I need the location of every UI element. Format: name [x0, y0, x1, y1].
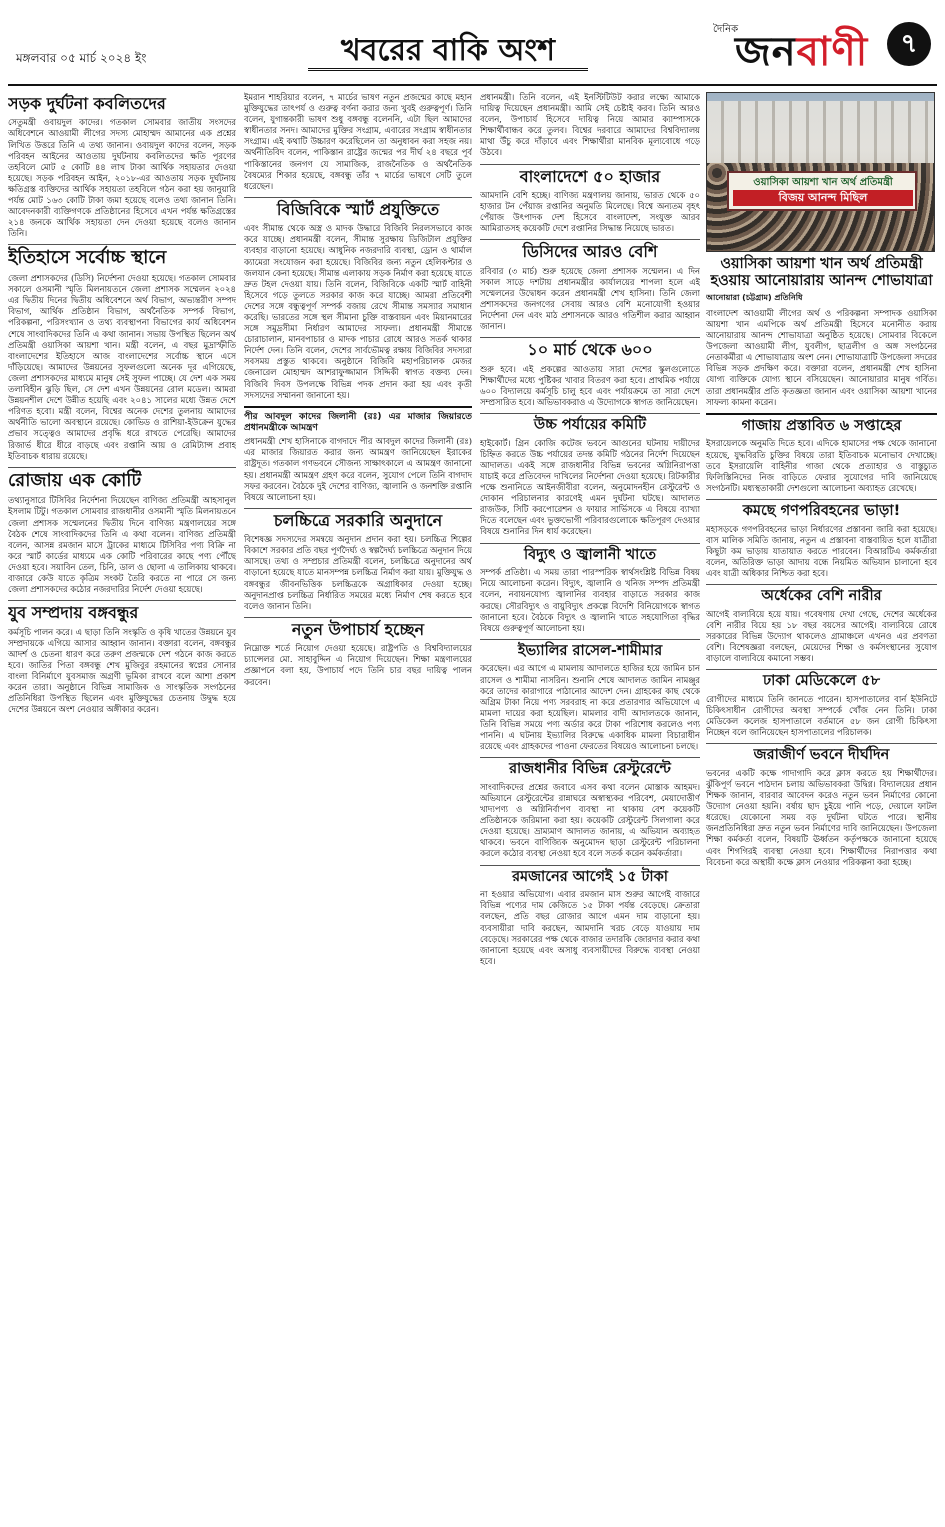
divider	[480, 413, 700, 414]
headline: বিদ্যুৎ ও জ্বালানী খাতে	[523, 546, 657, 563]
story-onion-50000	[480, 168, 700, 235]
story-body: কর্মসূচি পালন করে। এ ছাড়া তিনি সংস্কৃতি ও কৃষি খাতের উন্নয়নে যুব সম্প্রদায়কে এগিয়ে আসার আহ্বান জানান। বক্তারা বলেন, বঙ্গবন্ধুর আদর্শ ও চেতনা ধারণ করে তরুণ প্রজন্মকে দেশ গঠনে কাজ করতে হবে। জাতির পিতা বঙ্গবন্ধু শেখ মুজিবুর রহমানের স্বপ্নের সোনার বাংলা বিনির্মাণে যুবসমাজ অগ্রণী ভূমিকা রাখবে বলে আশা প্রকাশ করেন তারা। অনুষ্ঠানে বিভিন্ন সামাজিক ও সাংস্কৃতিক সংগঠনের প্রতিনিধিরা উপস্থিত ছিলেন এবং মুক্তিযুদ্ধের চেতনায় উদ্বুদ্ধ হয়ে দেশের উন্নয়নে অংশ নেওয়ার অঙ্গীকার করেন।	[8, 626, 236, 715]
story-body: করেছেন। এর আগে এ মামলায় আদালতে হাজির হয়ে জামিন চান রাসেল ও শামীমা নাসরিন। শুনানি শেষে আদালত জামিন নামঞ্জুর করে তাদের কারাগারে পাঠানোর আদেশ দেন। গ্রাহকের কাছ থেকে অগ্রিম টাকা নিয়ে পণ্য সরবরাহ না করে প্রতারণার অভিযোগে এ মামলা দায়ের করা হয়েছিল। মামলার বাদী আদালতকে জানান, তিনি বিভিন্ন সময়ে পণ্য অর্ডার করে টাকা পরিশোধ করলেও পণ্য পাননি। এ ঘটনায় ইভ্যালির বিরুদ্ধে একাধিক মামলা বিচারাধীন রয়েছে এবং গ্রাহকদের পাওনা ফেরতের বিষয়েও আলোচনা চলছে।	[480, 663, 700, 752]
story-body: হাইকোর্ট। গ্রিন কোজি কটেজ ভবনে আগুনের ঘটনায় দায়ীদের চিহ্নিত করতে উচ্চ পর্যায়ের তদন্ত কমিটি গঠনের নির্দেশ দিয়েছেন আদালত। একই সঙ্গে রাজধানীর বিভিন্ন ভবনের অগ্নিনিরাপত্তা যাচাই করে প্রতিবেদন দাখিলের নির্দেশনা দেওয়া হয়েছে। রিটকারীর পক্ষে শুনানিতে আইনজীবীরা বলেন, অনুমোদনহীন রেস্টুরেন্ট ও দোকান পরিচালনার কারণেই এমন দুর্ঘটনা ঘটছে। আদালত রাজউক, সিটি করপোরেশন ও ফায়ার সার্ভিসকে এ বিষয়ে ব্যাখ্যা দিতে বলেছেন এবং ভুক্তভোগী পরিবারগুলোকে ক্ষতিপূরণ দেওয়ার বিষয়ে শুনানির দিন ধার্য করেছেন।	[480, 437, 700, 537]
story-ramadan-one-crore	[8, 471, 236, 596]
headline: উচ্চ পর্যায়ের কমিটি	[533, 417, 647, 434]
story-new-vc	[244, 621, 472, 688]
divider	[706, 413, 937, 415]
headline: বিজিবিকে স্মার্ট প্রযুক্তিতে	[276, 199, 440, 219]
story-body: সেতুমন্ত্রী ওবায়দুল কাদের। গতকাল সোমবার জাতীয় সংসদের অধিবেশনে আওয়ামী লীগের সদস্য মোহাম্মদ আমানের এক প্রশ্নের লিখিত উত্তরে তিনি এ তথ্য জানান। ওবায়দুল কাদের বলেন, সড়ক পরিবহন আইনের আওতায় দুর্ঘটনায় কবলিতদের ক্ষতি পূরণের তহবিলে মোট ৫ কোটি ৪৪ লাখ টাকা আর্থিক সহায়তার দেওয়া হয়েছে। সড়ক পরিবহন আইন, ২০১৮-এর আওতায় সড়ক দুর্ঘটনায় ক্ষতিগ্রস্ত ব্যক্তিদের আর্থিক সহায়তা তহবিলে গঠন করা হয় জানুয়ারি পর্যন্ত মোট ১৬৩ কোটি টাকা জমা হয়েছে বলেও তথ্য জানান তিনি। আবেদনকারী ব্যক্তিগণকে প্রতিষ্ঠানের হিসেবে এখন পর্যন্ত ক্ষতিগ্রস্তের ২১৪ জনকে আর্থিক সহায়তা দেন দেওয়া হয়েছে বলেও জানান তিনি।	[8, 117, 236, 239]
divider	[244, 508, 472, 509]
story-body: শুরু হবে। এই প্রকল্পের আওতায় সারা দেশের স্কুলগুলোতে শিক্ষার্থীদের মধ্যে পুষ্টিকর খাবার বিতরণ করা হবে। প্রাথমিক পর্যায়ে ৬০০ বিদ্যালয়ে কর্মসূচি চালু হবে এবং পর্যায়ক্রমে তা সারা দেশে সম্প্রসারিত হবে। অভিভাবকরাও এ উদ্যোগকে স্বাগত জানিয়েছেন।	[480, 363, 700, 407]
rally-banner	[727, 171, 917, 211]
headline: চলচ্চিত্রে সরকারি অনুদানে	[273, 510, 443, 530]
logo-part1: জন	[735, 29, 797, 75]
sub-headline: পীর আবদুল কাদের জিলানী (রঃ) এর মাজার জিয়ারতে প্রধানমন্ত্রীকে আমন্ত্রণ	[244, 411, 472, 433]
headline: ইভ্যালির রাসেল-শামীমার	[517, 642, 663, 659]
banner-text-2: বিজয় আনন্দ মিছিল	[733, 190, 913, 206]
story-march7-continued	[244, 92, 472, 192]
story-youth-bangabandhu	[8, 604, 236, 715]
divider	[480, 337, 700, 338]
divider	[244, 406, 472, 408]
page-number-badge: ৭	[887, 22, 931, 66]
column-1	[8, 92, 236, 1520]
story-gaza-ceasefire	[706, 418, 937, 494]
story-evaly	[480, 643, 700, 752]
headline: কমছে গণপরিবহনের ভাড়া!	[742, 502, 901, 519]
story-body: ইমরান শাহরিয়ার বলেন, ৭ মার্চের ভাষণ নতুন প্রজন্মের কাছে মহান মুক্তিযুদ্ধের তাৎপর্য ও গুরুত্ব বর্ণনা করার জন্য খুবই গুরুত্বপূর্ণ। তিনি বলেন, যুগান্তকারী ভাষণ শুধু বঙ্গবন্ধু বলেননি, এটা ছিল আমাদের স্বাধীনতার সনদ। আমাদের মুক্তির সংগ্রাম, এবারের সংগ্রাম স্বাধীনতার সংগ্রাম। এই কথাটি উচ্চারণ করেছিলেন তা অনুধাবন করা সহজ নয়। অর্থনীতিবিদ বলেন, পাকিস্তান রাষ্ট্রের জন্মের পর দীর্ঘ ২৪ বছরে পূর্ব পাকিস্তানের জনগণ যে সামাজিক, রাজনৈতিক ও অর্থনৈতিক বৈষম্যের শিকার হয়েছে, বঙ্গবন্ধু তাঁর ৭ মার্চের ভাষণে সেটি তুলে ধরেছেন।	[244, 92, 472, 191]
story-film-grants	[244, 512, 472, 612]
divider	[480, 543, 700, 544]
story-dmc-58	[706, 673, 937, 738]
divider	[706, 499, 937, 500]
lead-headline: ওয়াসিকা আয়শা খান অর্থ প্রতিমন্ত্রী হওয়ায় আনোয়ারায় আনন্দ শোভাযাত্রা	[710, 256, 933, 289]
story-body: প্রধানমন্ত্রী শেখ হাসিনাকে বাগদাদে পীর আবদুল কাদের জিলানী (রঃ) এর মাজার জিয়ারত করার জন্য আমন্ত্রণ জানিয়েছেন ইরাকের রাষ্ট্রদূত। গতকাল গণভবনে সৌজন্য সাক্ষাৎকালে এ আমন্ত্রণ জানানো হয়। প্রধানমন্ত্রী আমন্ত্রণ গ্রহণ করে বলেন, সুযোগ পেলে তিনি বাগদাদ সফর করবেন। বৈঠকে দুই দেশের বাণিজ্য, জ্বালানি ও জনশক্তি রপ্তানি বিষয়ে আলোচনা হয়।	[244, 436, 472, 502]
story-body: আমদানি বেশি হচ্ছে। বাণিজ্য মন্ত্রণালয় জানায়, ভারত থেকে ৫০ হাজার টন পেঁয়াজ রপ্তানির অনুমতি মিলেছে। বিশ্বে অন্যতম বৃহৎ পেঁয়াজ উৎপাদক দেশ হিসেবে বাংলাদেশ, সংযুক্ত আরব আমিরাতসহ কয়েকটি দেশে রপ্তানির সিদ্ধান্ত নিয়েছে ভারত।	[480, 189, 700, 234]
column-3	[480, 92, 700, 1520]
story-body: নিম্নোক্ত শর্তে নিয়োগ দেওয়া হয়েছে। রাষ্ট্রপতি ও বিশ্ববিদ্যালয়ের চ্যান্সেলর মো. সাহাবুদ্দিন এ নিয়োগ দিয়েছেন। শিক্ষা মন্ত্রণালয়ের প্রজ্ঞাপনে বলা হয়, উপাচার্য পদে তিনি চার বছর দায়িত্ব পালন করবেন।	[244, 643, 472, 687]
logo-wordmark	[735, 20, 868, 87]
story-body: সম্পর্ক প্রতিষ্ঠা। এ সময় তারা পারস্পরিক স্বার্থসংশ্লিষ্ট বিভিন্ন বিষয় নিয়ে আলোচনা করেন। বিদ্যুৎ, জ্বালানি ও খনিজ সম্পদ প্রতিমন্ত্রী বলেন, নবায়নযোগ্য জ্বালানির ব্যবহার বাড়াতে সরকার কাজ করছে। সৌরবিদ্যুৎ ও বায়ুবিদ্যুৎ প্রকল্পে বিদেশি বিনিয়োগকে স্বাগত জানানো হবে। বৈঠকে বিদ্যুৎ ও জ্বালানি খাতে সহযোগিতা বৃদ্ধির বিষয়ে গুরুত্বপূর্ণ আলোচনা হয়।	[480, 567, 700, 633]
divider	[8, 467, 236, 468]
story-dc-more	[480, 243, 700, 332]
logo-part2: বাণী	[796, 29, 869, 75]
story-body: ভবনের একটি কক্ষে গাদাগাদি করে ক্লাস করতে হয় শিক্ষার্থীদের। ঝুঁকিপূর্ণ ভবনে পাঠদান চলায় অভিভাবকরা উদ্বিগ্ন। বিদ্যালয়ের প্রধান শিক্ষক জানান, বারবার আবেদন করেও নতুন ভবন নির্মাণের কোনো উদ্যোগ নেওয়া হয়নি। বর্ষায় ছাদ চুইয়ে পানি পড়ে, দেয়ালে ফাটল ধরেছে। যেকোনো সময় বড় দুর্ঘটনা ঘটতে পারে। স্থানীয় জনপ্রতিনিধিরা দ্রুত নতুন ভবন নির্মাণের দাবি জানিয়েছেন। উপজেলা শিক্ষা কর্মকর্তা বলেন, বিষয়টি ঊর্ধ্বতন কর্তৃপক্ষকে জানানো হয়েছে এবং শিগগিরই ব্যবস্থা নেওয়া হবে। শিক্ষার্থীদের নিরাপত্তার কথা বিবেচনা করে অস্থায়ী কক্ষে ক্লাস নেওয়ার পরিকল্পনা করা হচ্ছে।	[706, 767, 937, 867]
headline: সড়ক দুর্ঘটনা কবলিতদের	[8, 94, 166, 113]
divider	[244, 617, 472, 618]
story-body: আগেই বাল্যবিয়ে হয়ে যায়। গবেষণায় দেখা গেছে, দেশের অর্ধেকের বেশি নারীর বিয়ে হয় ১৮ বছর বয়সের আগেই। বাল্যবিয়ে রোধে সরকারের বিভিন্ন উদ্যোগ থাকলেও গ্রামাঞ্চলে এখনও এর প্রবণতা বেশি। বিশেষজ্ঞরা বলছেন, মেয়েদের শিক্ষা ও কর্মসংস্থানের সুযোগ বাড়ালে বাল্যবিয়ে কমানো সম্ভব।	[706, 608, 937, 664]
story-baghdad-invitation	[244, 412, 472, 503]
headline: জরাজীর্ণ ভবনে দীর্ঘদিন	[753, 747, 890, 764]
logo-small-text: দৈনিক	[713, 24, 739, 35]
story-body: রোগীদের মাধ্যমে তিনি জানতে পারেন। হাসপাতালের বার্ন ইউনিটে চিকিৎসাধীন রোগীদের অবস্থা সম্পর্কে খোঁজ নেন তিনি। ঢাকা মেডিকেল কলেজ হাসপাতালে বর্তমানে ৫৮ জন রোগী চিকিৎসা নিচ্ছেন বলে জানিয়েছেন হাসপাতালের পরিচালক।	[706, 693, 937, 738]
story-body: বিশেষজ্ঞ সদস্যদের সমন্বয়ে অনুদান প্রদান করা হয়। চলচ্চিত্র শিল্পের বিকাশে সরকার প্রতি বছর পূর্ণদৈর্ঘ্য ও স্বল্পদৈর্ঘ্য চলচ্চিত্রে অনুদান দিয়ে আসছে। তথ্য ও সম্প্রচার প্রতিমন্ত্রী বলেন, চলচ্চিত্রে অনুদানের অর্থ বাড়ানো হয়েছে যাতে মানসম্পন্ন চলচ্চিত্র নির্মাণ করা যায়। মুক্তিযুদ্ধ ও বঙ্গবন্ধুর জীবনভিত্তিক চলচ্চিত্রকে অগ্রাধিকার দেওয়া হচ্ছে। অনুদানপ্রাপ্ত চলচ্চিত্র নির্ধারিত সময়ের মধ্যে নির্মাণ শেষ করতে হবে বলেও জানান তিনি।	[244, 534, 472, 611]
story-women-marriage	[706, 588, 937, 664]
divider	[706, 669, 937, 670]
story-history-highest	[8, 248, 236, 461]
headline: ঢাকা মেডিকেলে ৫৮	[762, 673, 881, 690]
headline: নতুন উপাচার্য হচ্ছেন	[291, 619, 425, 639]
story-body: ইসরায়েলকে অনুমতি দিতে হবে। এদিকে হামাসের পক্ষ থেকে জানানো হয়েছে, যুদ্ধবিরতি চুক্তির বিষয়ে তারা ইতিবাচক মনোভাব দেখাচ্ছে। তবে ইসরায়েলি বাহিনীর গাজা থেকে প্রত্যাহার ও বাস্তুচ্যুত ফিলিস্তিনিদের নিজ বাড়িতে ফেরার সুযোগের দাবি জানিয়েছে সংগঠনটি। মধ্যস্থতাকারী দেশগুলো আলোচনা অব্যাহত রেখেছে।	[706, 438, 937, 493]
story-dilapidated-building	[706, 747, 937, 868]
headline: যুব সম্প্রদায় বঙ্গবন্ধুর	[8, 603, 139, 623]
divider	[706, 743, 937, 744]
divider	[244, 197, 472, 198]
headline: ইতিহাসে সর্বোচ্চ স্থানে	[8, 247, 167, 269]
story-body: জেলা প্রশাসকদের (ডিসি) নির্দেশনা দেওয়া হয়েছে। গতকাল সোমবার সকালে ওসমানী স্মৃতি মিলনায়তনে জেলা প্রশাসক সম্মেলন ২০২৪ এর দ্বিতীয় দিনের দ্বিতীয় অধিবেশনে অর্থ বিভাগ, অভ্যন্তরীণ সম্পদ বিভাগ, আর্থিক প্রতিষ্ঠান বিভাগ, অর্থনৈতিক সম্পর্ক বিভাগ, পরিকল্পনা, পরিসংখ্যান ও তথ্য ব্যবস্থাপনা বিভাগের কার্য অধিবেশন শেষে সাংবাদিকদের তিনি এ কথা জানান। সভায় উপস্থিত ছিলেন অর্থ প্রতিমন্ত্রী ওয়াসিকা আয়শা খান। মন্ত্রী বলেন, এ বছর ‍মুদ্রাস্ফীতি বাংলাদেশের ইতিহাসে আজ বাংলাদেশের সর্বোচ্চ স্থানে এসে দাঁড়িয়েছে। আমাদের উন্নয়নের সুফলগুলো অনেক দূর এগিয়েছে, জেলা প্রশাসকদের মাধ্যমে মানুষ সেই সুফল পাচ্ছে। যে দেশ এক সময় তলাবিহীন ঝুড়ি ছিল, সে দেশ এখন উন্নয়নের রোল মডেল। আমরা উন্নয়নশীল দেশে উন্নীত হয়েছি এবং ২০৪১ সালের মধ্যে উন্নত দেশে পরিণত হবো। মন্ত্রী বলেন, বিশ্বের অনেক দেশের তুলনায় আমাদের অর্থনীতি ভালো অবস্থানে রয়েছে। কোভিড ও রাশিয়া-ইউক্রেন যুদ্ধের প্রভাব সত্ত্বেও আমাদের প্রবৃদ্ধি ধরে রাখতে পেরেছি। আমাদের রিজার্ভ ধীরে ধীরে বাড়ছে এবং রপ্তানি আয় ও রেমিট্যান্স প্রবাহ ইতিবাচক ধারায় রয়েছে।	[8, 273, 236, 461]
issue-date: মঙ্গলবার ০৫ মার্চ ২০২৪ ইং	[16, 51, 147, 65]
column-4	[706, 92, 937, 1520]
headline: রোজায় এক কোটি	[8, 469, 142, 491]
story-body: সাংবাদিকদের প্রশ্নের জবাবে এসব কথা বলেন মোস্তাক আহমদ। অভিযানে রেস্টুরেন্টের রান্নাঘরে অস্বাস্থ্যকর পরিবেশ, মেয়াদোত্তীর্ণ খাদ্যপণ্য ও অগ্নিনির্বাপণ ব্যবস্থা না থাকায় বেশ কয়েকটি প্রতিষ্ঠানকে জরিমানা করা হয়। কয়েকটি রেস্টুরেন্ট সিলগালা করে দেওয়া হয়েছে। ভ্রাম্যমাণ আদালত জানায়, এ অভিযান অব্যাহত থাকবে। ভবনে বাণিজ্যিক অনুমোদন ছাড়া রেস্টুরেন্ট পরিচালনা করলে কঠোর ব্যবস্থা নেওয়া হবে বলে সতর্ক করেন কর্মকর্তারা।	[480, 781, 700, 859]
story-body: রবিবার (৩ মার্চ) শুরু হয়েছে জেলা প্রশাসক সম্মেলন। এ দিন সকাল সাড়ে দশটায় প্রধানমন্ত্রীর কার্যালয়ের শাপলা হলে এই সম্মেলনের উদ্বোধন করেন প্রধানমন্ত্রী শেখ হাসিনা। তিনি জেলা প্রশাসকদের জনগণের সেবায় আরও বেশি মনোযোগী হওয়ার নির্দেশনা দেন এবং মাঠ প্রশাসনকে আরও গতিশীল করার আহ্বান জানান।	[480, 265, 700, 332]
headline: ডিসিদের আরও বেশি	[522, 242, 658, 262]
story-body: এবং সীমান্ত থেকে অস্ত্র ও মাদক উদ্ধারে বিজিবি নিরলসভাবে কাজ করে যাচ্ছে। প্রধানমন্ত্রী বলেন, সীমান্ত সুরক্ষায় ডিজিটাল প্রযুক্তির ব্যবহার বাড়ানো হয়েছে। আধুনিক নজরদারি ব্যবস্থা, ড্রোন ও থার্মাল ক্যামেরা সংযোজন করা হয়েছে। বিজিবির জন্য নতুন হেলিকপ্টার ও জলযান কেনা হয়েছে। সীমান্ত এলাকায় সড়ক নির্মাণ করা হয়েছে যাতে দ্রুত টহল দেওয়া যায়। তিনি বলেন, বিজিবিকে একটি স্মার্ট বাহিনী হিসেবে গড়ে তুলতে সরকার কাজ করে যাচ্ছে। আমরা প্রতিবেশী দেশের সঙ্গে বন্ধুত্বপূর্ণ সম্পর্ক বজায় রেখে সীমান্ত সমস্যার সমাধান করেছি। ভারতের সঙ্গে স্থল সীমানা চুক্তি বাস্তবায়ন এবং মিয়ানমারের সঙ্গে সমুদ্রসীমা নির্ধারণ আমাদের সাফল্য। প্রধানমন্ত্রী সীমান্তে চোরাচালান, মানবপাচার ও মাদক পাচার রোধে আরও সতর্ক থাকার নির্দেশ দেন। তিনি বলেন, দেশের সার্বভৌমত্ব রক্ষায় বিজিবির সদস্যরা সবসময় প্রস্তুত থাকবে। অনুষ্ঠানে বিজিবি মহাপরিচালক মেজর জেনারেল মোহাম্মদ আশরাফুজ্জামান সিদ্দিকী স্বাগত বক্তব্য দেন। বিজিবি দিবস উপলক্ষে বিভিন্ন পদক প্রদান করা হয় এবং কৃতী সদস্যদের সম্মাননা জানানো হয়।	[244, 223, 472, 400]
divider	[8, 600, 236, 601]
story-body: প্রধানমন্ত্রী। তিনি বলেন, এই ইনস্টিটিউট করার লক্ষ্যে আমাকে দায়িত্ব দিয়েছেন প্রধানমন্ত্রী। আমি সেই চেষ্টাই করব। তিনি আরও বলেন, উপাচার্য হিসেবে দায়িত্ব নিয়ে আমার ক্যাম্পাসকে শিক্ষার্থীবান্ধব করে তুলব। বিশ্বের দরবারে আমাদের বিশ্ববিদ্যালয় মাথা উঁচু করে দাঁড়াবে এবং শিক্ষার্থীরা মানবিক মূল্যবোধে গড়ে উঠবে।	[480, 92, 700, 158]
story-bgb-smart-tech	[244, 201, 472, 401]
story-body: না হওয়ার অভিযোগ। এবার রমজান মাস শুরুর আগেই বাজারে বিভিন্ন পণ্যের দাম কেজিতে ১৫ টাকা পর্যন্ত বেড়েছে। ক্রেতারা বলছেন, প্রতি বছর রোজার আগে এমন দাম বাড়ানো হয়। ব্যবসায়ীরা দাবি করছেন, আমদানি খরচ বেড়ে যাওয়ায় দাম বেড়েছে। সরকারের পক্ষ থেকে বাজার তদারকি জোরদার করার কথা জানানো হয়েছে এবং অসাধু ব্যবসায়ীদের বিরুদ্ধে ব্যবস্থা নেওয়া হবে।	[480, 889, 700, 966]
story-transport-fare	[706, 503, 937, 579]
photo-building	[707, 101, 935, 163]
section-title: খবরের বাকি অংশ	[341, 33, 555, 68]
headline: বাংলাদেশে ৫০ হাজার	[519, 166, 661, 186]
byline: আনোয়ারা (চট্টগ্রাম) প্রতিনিধি	[706, 293, 803, 303]
divider	[480, 239, 700, 240]
story-body: মহাসড়কে গণপরিবহনের ভাড়া নির্ধারণের প্রস্তাবনা জারি করা হয়েছে। বাস মালিক সমিতি জানায়, নতুন এ প্রস্তাবনা বাস্তবায়িত হলে যাত্রীরা কিছুটা কম ভাড়ায় যাতায়াত করতে পারবেন। বিআরটিএ কর্মকর্তারা বলেন, অতিরিক্ত ভাড়া আদায় বন্ধে নিয়মিত অভিযান চালানো হবে এবং যাত্রী অধিকার নিশ্চিত করা হবে।	[706, 523, 937, 578]
headline: ১০ মার্চ থেকে ৬০০	[527, 340, 653, 360]
divider	[8, 244, 236, 245]
column-2	[244, 92, 472, 1520]
story-body: তথ্যানুসারে টিসিবির নির্দেশনা দিয়েছেন বাণিজ্য প্রতিমন্ত্রী আহসানুল ইসলাম টিটু। গতকাল সোমবার রাজধানীর ওসমানী স্মৃতি মিলনায়তনে জেলা প্রশাসক সম্মেলনের দ্বিতীয় দিনে বাণিজ্য মন্ত্রণালয়ের সঙ্গে বৈঠক শেষে সাংবাদিকদের তিনি এ কথা বলেন। বাণিজ্য প্রতিমন্ত্রী বলেন, আসন্ন রমজান মাসে ট্রাকের মাধ্যমে টিসিবির পণ্য বিক্রি না করে স্মার্ট কার্ডের মাধ্যমে এক কোটি পরিবারের কাছে পণ্য পৌঁছে দেওয়া হবে। সয়াবিন তেল, চিনি, ডাল ও ছোলা এ তালিকায় থাকবে। বাজারে কেউ যাতে কৃত্রিম সংকট তৈরি করতে না পারে সে জন্য জেলা প্রশাসকদের কঠোর নজরদারির নির্দেশ দেওয়া হয়েছে।	[8, 495, 236, 595]
divider	[480, 757, 700, 758]
story-high-level-committee	[480, 417, 700, 538]
headline: রাজধানীর বিভিন্ন রেস্টুরেন্টে	[509, 761, 671, 778]
newspaper-logo	[713, 18, 883, 74]
divider	[706, 584, 937, 585]
story-vc-continued	[480, 92, 700, 159]
story-restaurants	[480, 761, 700, 859]
lead-story-body: বাংলাদেশ আওয়ামী লীগের অর্থ ও পরিকল্পনা সম্পাদক ওয়াসিকা আয়শা খান এমপিকে অর্থ প্রতিমন্ত্রী হিসেবে মনোনীত করায় আনোয়ারায় আনন্দ শোভাযাত্রা অনুষ্ঠিত হয়েছে। সোমবার বিকেলে উপজেলা আওয়ামী লীগ, যুবলীগ, ছাত্রলীগ ও অঙ্গ সংগঠনের নেতাকর্মীরা এ শোভাযাত্রায় অংশ নেন। শোভাযাত্রাটি উপজেলা সদরের বিভিন্ন সড়ক প্রদক্ষিণ করে। বক্তারা বলেন, প্রধানমন্ত্রী শেখ হাসিনা যোগ্য ব্যক্তিকে যোগ্য স্থানে বসিয়েছেন। আনোয়ারার মানুষ গর্বিত। তারা প্রধানমন্ত্রীর প্রতি কৃতজ্ঞতা জানান এবং ওয়াসিকা আয়শা খানের সাফল্য কামনা করেন।	[706, 307, 937, 407]
divider	[480, 865, 700, 866]
story-power-energy	[480, 547, 700, 634]
headline: অর্ধেকের বেশি নারীর	[761, 588, 882, 605]
story-ramadan-15-taka	[480, 869, 700, 967]
masthead	[8, 8, 937, 86]
story-road-accident	[8, 95, 236, 239]
divider	[480, 164, 700, 165]
story-march10-600	[480, 341, 700, 408]
headline: গাজায় প্রস্তাবিত ৬ সপ্তাহের	[741, 417, 902, 434]
divider	[480, 639, 700, 640]
title-rule	[308, 68, 588, 71]
headline: রমজানের আগেই ১৫ টাকা	[512, 868, 668, 885]
banner-text-1: ওয়াসিকা আয়শা খান অর্থ প্রতিমন্ত্রী	[753, 177, 893, 188]
rally-photo	[706, 92, 935, 252]
